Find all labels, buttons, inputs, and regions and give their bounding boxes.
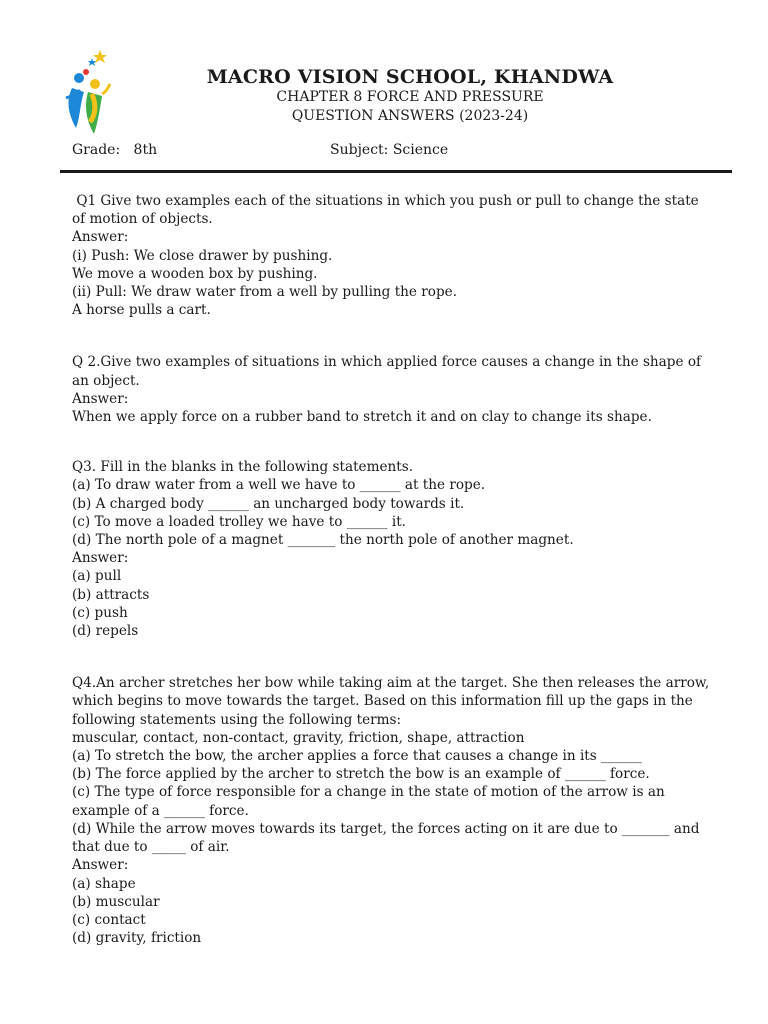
question-4 [72, 674, 752, 947]
text-line: (a) To draw water from a well we have to ______ at the rope. [72, 477, 486, 494]
text-line: Answer: [72, 229, 129, 246]
question-1 [72, 192, 752, 319]
text-line: (c) contact [72, 911, 146, 928]
text-line: (d) repels [72, 623, 139, 640]
grade-info [72, 142, 157, 158]
text-line: that due to _____ of air. [72, 839, 230, 856]
question-3 [72, 458, 752, 640]
text-line: (c) The type of force responsible for a change in the state of motion of the arrow is an [72, 784, 665, 801]
text-line: muscular, contact, non-contact, gravity, friction, shape, attraction [72, 729, 525, 746]
text-line: Answer: [72, 390, 129, 407]
school-name: MACRO VISION SCHOOL, KHANDWA [206, 66, 614, 88]
grade-value: 8th [133, 142, 158, 158]
text-line: (c) push [72, 604, 128, 621]
text-line: an object. [72, 372, 140, 389]
text-line: (d) While the arrow moves towards its target, the forces acting on it are due to _______ and [72, 820, 700, 837]
text-line: (c) To move a loaded trolley we have to ______ it. [72, 513, 407, 530]
text-line: (a) shape [72, 875, 136, 892]
question-list [72, 192, 752, 947]
grade-label: Grade: [72, 142, 121, 158]
text-line: of motion of objects. [72, 211, 213, 228]
text-line: (d) The north pole of a magnet _______ the north pole of another magnet. [72, 532, 574, 549]
text-line: Answer: [72, 857, 129, 874]
text-line: Q 2.Give two examples of situations in which applied force causes a change in the shape of [72, 354, 702, 371]
text-line: (b) A charged body ______ an uncharged body towards it. [72, 495, 465, 512]
text-line: (d) gravity, friction [72, 930, 202, 947]
text-line: (i) Push: We close drawer by pushing. [72, 247, 333, 264]
text-line: (b) attracts [72, 586, 150, 603]
text-line: (a) pull [72, 568, 122, 585]
subject-label: Subject: [330, 142, 389, 158]
text-line: Q1 Give two examples each of the situations in which you push or pull to change the state [72, 193, 699, 209]
text-line: following statements using the following terms: [72, 711, 402, 728]
header-divider [60, 170, 732, 173]
question-2 [72, 353, 752, 426]
text-line: Q3. Fill in the blanks in the following statements. [72, 459, 414, 476]
text-line: (a) To stretch the bow, the archer applies a force that causes a change in its ______ [72, 748, 642, 765]
text-line: (b) muscular [72, 893, 160, 910]
text-line: example of a ______ force. [72, 802, 249, 819]
text-line: which begins to move towards the target. Based on this information fill up the gaps in the [72, 693, 693, 710]
subject-value: Science [392, 142, 449, 158]
text-line: Q4.An archer stretches her bow while taking aim at the target. She then releases the arrow, [72, 675, 710, 692]
text-line: We move a wooden box by pushing. [72, 265, 318, 282]
subject-info [330, 142, 448, 158]
chapter-title: CHAPTER 8 FORCE AND PRESSURE [276, 89, 544, 105]
text-line: (ii) Pull: We draw water from a well by pulling the rope. [72, 284, 458, 301]
document-type: QUESTION ANSWERS (2023-24) [291, 108, 529, 124]
text-line: When we apply force on a rubber band to stretch it and on clay to change its shape. [72, 409, 652, 426]
text-line: (b) The force applied by the archer to stretch the bow is an example of ______ force. [72, 766, 650, 783]
text-line: Answer: [72, 550, 129, 567]
text-line: A horse pulls a cart. [72, 302, 211, 319]
